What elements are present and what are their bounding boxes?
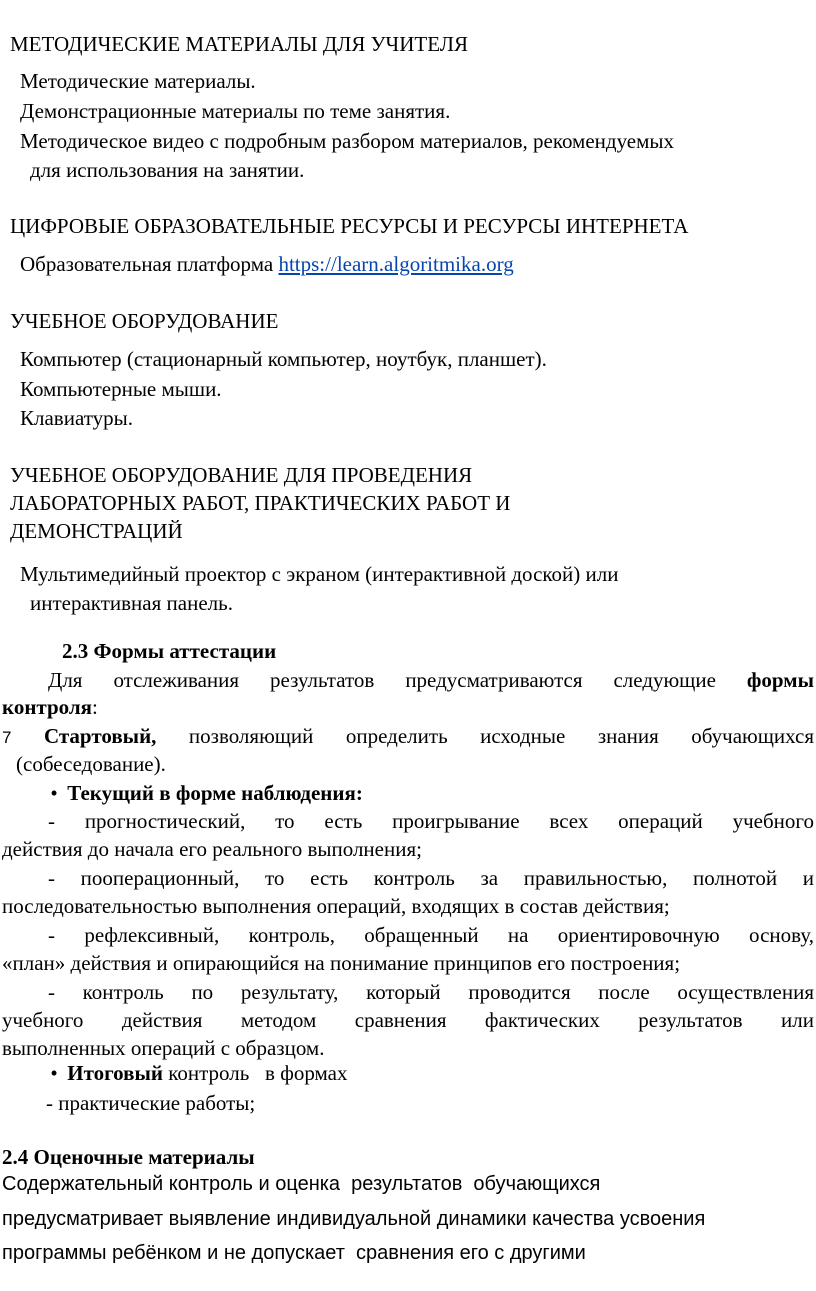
bullet-icon: • [50, 781, 58, 805]
lab-equipment-heading: ДЕМОНСТРАЦИЙ [10, 519, 183, 543]
intro-text: Для отслеживания результатов предусматриваются следующие [48, 668, 716, 692]
section-2-3-title: 2.3 Формы аттестации [62, 639, 277, 663]
equipment-heading: УЧЕБНОЕ ОБОРУДОВАНИЕ [10, 309, 279, 333]
current-bold: Текущий в форме наблюдения: [67, 781, 363, 805]
current-control-line [46, 779, 363, 807]
start-text: позволяющий определить исходные знания обучающихся [188, 724, 815, 748]
platform-line [20, 250, 514, 278]
lab-equipment-item: Мультимедийный проектор с экраном (интерактивной доской) или [20, 562, 619, 586]
lab-equipment-heading: ЛАБОРАТОРНЫХ РАБОТ, ПРАКТИЧЕСКИХ РАБОТ И [10, 491, 511, 515]
lab-equipment-heading: УЧЕБНОЕ ОБОРУДОВАНИЕ ДЛЯ ПРОВЕДЕНИЯ [10, 463, 473, 487]
attestation-intro-line-2 [2, 693, 814, 721]
final-item: - практические работы; [46, 1091, 256, 1115]
start-control-line [2, 722, 814, 752]
start-control-line-2: (собеседование). [16, 752, 166, 776]
intro-bold: формы [746, 668, 814, 692]
platform-link[interactable]: https://learn.algoritmika.org [278, 252, 514, 276]
final-control-line [46, 1059, 347, 1087]
current-item-line: учебного действия методом сравнения фактических результатов или [2, 1008, 814, 1032]
teacher-materials-item: Демонстрационные материалы по теме занятия. [20, 99, 451, 123]
teacher-materials-heading: МЕТОДИЧЕСКИЕ МАТЕРИАЛЫ ДЛЯ УЧИТЕЛЯ [10, 32, 468, 56]
current-item-line: действия до начала его реального выполнения; [2, 837, 422, 861]
current-item-line: - рефлексивный, контроль, обращенный на ориентировочную основу, [48, 923, 814, 947]
start-bold: Стартовый, [43, 724, 157, 748]
lab-equipment-item: интерактивная панель. [30, 591, 233, 615]
platform-label: Образовательная платформа [20, 252, 274, 276]
teacher-materials-item: Методические материалы. [20, 69, 256, 93]
assessment-line: программы ребёнком и не допускает сравнения его с другими [2, 1242, 586, 1264]
section-2-4-title: 2.4 Оценочные материалы [2, 1145, 255, 1169]
start-marker: 7 [2, 728, 12, 747]
bullet-icon: • [50, 1061, 58, 1085]
equipment-item: Компьютер (стационарный компьютер, ноутбук, планшет). [20, 347, 547, 371]
current-item-line: - контроль по результату, который проводится после осуществления [48, 980, 814, 1004]
current-item-line: - пооперационный, то есть контроль за правильностью, полнотой и [48, 866, 814, 890]
teacher-materials-item: Методическое видео с подробным разбором материалов, рекомендуемых [20, 129, 675, 153]
assessment-line: Содержательный контроль и оценка результатов обучающихся [2, 1173, 601, 1195]
final-text: контроль в формах [168, 1061, 348, 1085]
digital-resources-heading: ЦИФРОВЫЕ ОБРАЗОВАТЕЛЬНЫЕ РЕСУРСЫ И РЕСУРСЫ ИНТЕРНЕТА [10, 214, 689, 238]
attestation-intro-line [2, 666, 814, 694]
current-item-line: выполненных операций с образцом. [2, 1036, 325, 1060]
current-item-line: - прогностический, то есть проигрывание всех операций учебного [48, 809, 814, 833]
final-bold: Итоговый [67, 1061, 163, 1085]
current-item-line: «план» действия и опирающийся на понимание принципов его построения; [2, 951, 681, 975]
equipment-item: Компьютерные мыши. [20, 377, 222, 401]
intro-colon: : [92, 695, 98, 719]
teacher-materials-item: для использования на занятии. [30, 158, 305, 182]
intro-bold-2: контроля [2, 695, 93, 719]
equipment-item: Клавиатуры. [20, 406, 133, 430]
assessment-line: предусматривает выявление индивидуальной динамики качества усвоения [2, 1208, 706, 1230]
current-item-line: последовательностью выполнения операций, входящих в состав действия; [2, 894, 670, 918]
